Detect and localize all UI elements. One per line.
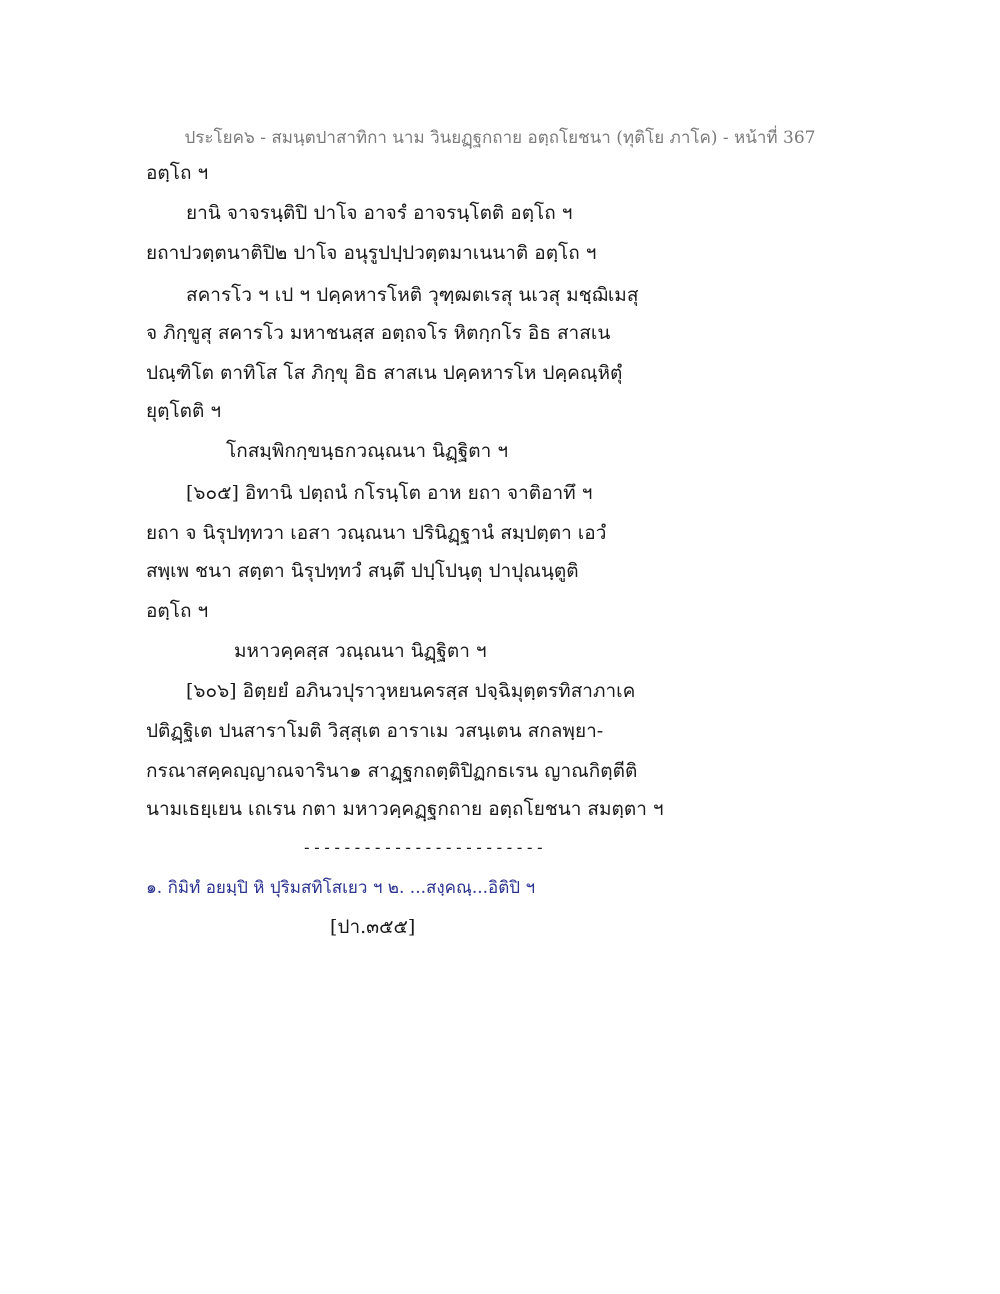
text-line: นามเธยฺเยน เถเรน กตา มหาวคฺคฏฺฐกถาย อตฺถโยชนา สมตฺตา ฯ xyxy=(146,798,664,820)
text-line: จ ภิกฺขูสุ สคารโว มหาชนสฺส อตฺถจโร หิตกฺกโร อิธ สาสเน xyxy=(146,322,611,344)
footnote-separator: ------------------------ xyxy=(302,838,546,857)
text-line: อตฺโถ ฯ xyxy=(146,600,209,622)
text-line: ปติฏฺฐิเต ปนสาราโมติ วิสฺสุเต อาราเม วสนฺเตน สกลพฺยา- xyxy=(146,720,604,742)
text-line: [๖๐๕] อิทานิ ปตฺถนํ กโรนฺโต อาห ยถา จาติอาทึ ฯ xyxy=(186,482,593,504)
page-reference: [ปา.๓๕๕] xyxy=(330,916,416,938)
text-line: ยุตฺโตติ ฯ xyxy=(146,400,222,422)
text-line: สพฺเพ ชนา สตฺตา นิรุปทฺทวํ สนฺตึ ปปฺโปนฺตุ ปาปุณนฺตูติ xyxy=(146,560,579,582)
text-line: อตฺโถ ฯ xyxy=(146,162,209,184)
text-line: ยถา จ นิรุปทฺทวา เอสา วณฺณนา ปรินิฏฺฐานํ สมฺปตฺตา เอวํ xyxy=(146,522,607,544)
section-end-title: โกสมฺพิกกฺขนฺธกวณฺณนา นิฏฺฐิตา ฯ xyxy=(226,440,509,462)
text-line: ยถาปวตฺตนาติปิ๒ ปาโจ อนุรูปปฺปวตฺตมาเนนาติ อตฺโถ ฯ xyxy=(146,242,597,264)
text-line: [๖๐๖] อิตฺยยํ อภินวปุราวฺหยนครสฺส ปจฺฉิมุตฺตรทิสาภาเค xyxy=(186,680,636,702)
text-line: ยานิ จาจรนฺติปิ ปาโจ อาจรํ อาจรนฺโตติ อตฺโถ ฯ xyxy=(186,202,573,224)
text-line: ปณฺฑิโต ตาทิโส โส ภิกฺขุ อิธ สาสเน ปคฺคหารโห ปคฺคณฺหิตุํ xyxy=(146,362,623,384)
footnote: ๑. กิมิทํ อยมฺปิ หิ ปุริมสทิโสเยว ฯ ๒. ...สงฺคณฺ...อิติปิ ฯ xyxy=(146,878,536,898)
text-line: กรณาสคฺคญฺญาณจารินา๑ สาฏฺฐกถตฺติปิฏกธเรน ญาณกิตฺตีติ xyxy=(146,760,638,782)
section-end-title: มหาวคฺคสฺส วณฺณนา นิฏฺฐิตา ฯ xyxy=(234,640,487,662)
text-line: สคารโว ฯ เป ฯ ปคฺคหารโหติ วุฑฺฒตเรสุ นเวสุ มชฺฌิเมสุ xyxy=(186,284,639,306)
running-header: ประโยค๖ - สมนฺตปาสาทิกา นาม วินยฏฺฐกถาย อตฺถโยชนา (ทุติโย ภาโค) - หน้าที่ 367 xyxy=(184,128,816,148)
